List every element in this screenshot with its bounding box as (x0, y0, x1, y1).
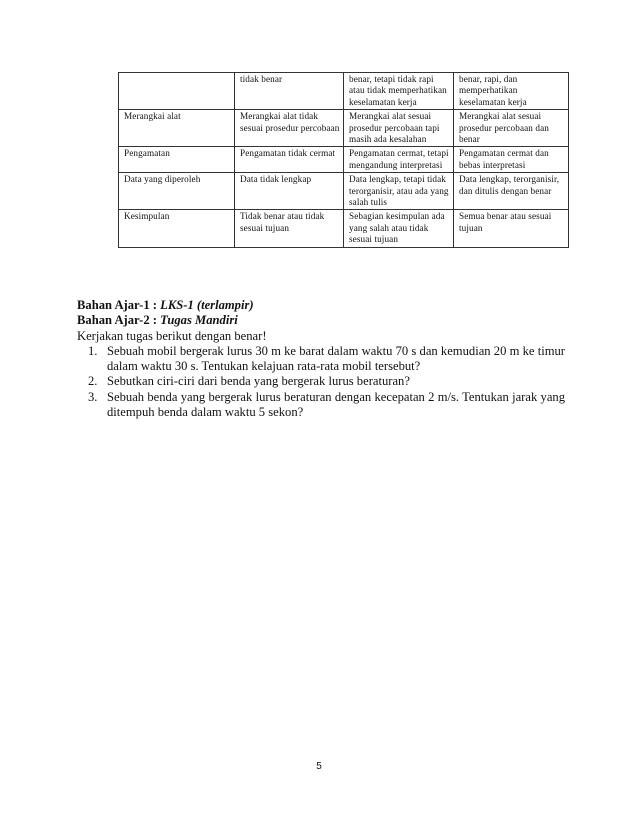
table-cell: Pengamatan (119, 147, 235, 173)
table-cell: Data lengkap, terorganisir, dan ditulis dengan benar (454, 173, 569, 210)
table-cell: Sebagian kesimpulan ada yang salah atau tidak sesuai tujuan (344, 210, 454, 247)
rubric-table (118, 72, 569, 248)
bahan-ajar-2-line (77, 313, 565, 328)
table-cell (119, 73, 235, 110)
table-cell: Kesimpulan (119, 210, 235, 247)
table-cell: Semua benar atau sesuai tujuan (454, 210, 569, 247)
table-cell: Data tidak lengkap (235, 173, 344, 210)
table-cell: Pengamatan cermat, tetapi mengandung interpretasi (344, 147, 454, 173)
table-cell: Tidak benar atau tidak sesuai tujuan (235, 210, 344, 247)
task-number: 2. (88, 374, 98, 389)
table-cell: Merangkai alat sesuai prosedur percobaan tapi masih ada kesalahan (344, 110, 454, 147)
table-cell: Pengamatan cermat dan bebas interpretasi (454, 147, 569, 173)
task-text: Sebutkan ciri-ciri dari benda yang bergerak lurus beraturan? (107, 374, 410, 389)
table-row (119, 147, 569, 173)
table-cell: Merangkai alat sesuai prosedur percobaan dan benar (454, 110, 569, 147)
table-cell: tidak benar (235, 73, 344, 110)
instruction-text: Kerjakan tugas berikut dengan benar! (77, 328, 267, 343)
bahan-ajar-2-label: Bahan Ajar-2 : (77, 313, 161, 328)
page-number: 5 (316, 761, 322, 772)
bahan-ajar-section (77, 298, 565, 420)
task-number: 3. (88, 389, 98, 404)
table-row (119, 173, 569, 210)
task-list (77, 344, 565, 420)
task-text: Sebuah benda yang bergerak lurus beraturan dengan kecepatan 2 m/s. Tentukan jarak yang ditempuh benda dalam waktu 5 sekon? (107, 389, 565, 420)
bahan-ajar-1-value: LKS-1 (terlampir) (160, 298, 254, 312)
table-cell: Pengamatan tidak cermat (235, 147, 344, 173)
bahan-ajar-2-value: Tugas Mandiri (160, 313, 238, 328)
table-row (119, 110, 569, 147)
list-item (77, 344, 565, 375)
bahan-ajar-1-label: Bahan Ajar-1 : (77, 298, 161, 312)
bahan-ajar-1-line (77, 298, 565, 313)
table-cell: benar, rapi, dan memperhatikan keselamatan kerja (454, 73, 569, 110)
table-row (119, 210, 569, 247)
table-row (119, 73, 569, 110)
list-item (77, 374, 565, 389)
table-cell: Data lengkap, tetapi tidak terorganisir, atau ada yang salah tulis (344, 173, 454, 210)
list-item (77, 390, 565, 421)
table-cell: Merangkai alat (119, 110, 235, 147)
table-cell: Merangkai alat tidak sesuai prosedur percobaan (235, 110, 344, 147)
table-cell: benar, tetapi tidak rapi atau tidak memperhatikan keselamatan kerja (344, 73, 454, 110)
task-number: 1. (88, 343, 98, 358)
task-text: Sebuah mobil bergerak lurus 30 m ke barat dalam waktu 70 s dan kemudian 20 m ke timur dalam waktu 30 s. Tentukan kelajuan rata-rata mobil tersebut? (107, 343, 565, 374)
table-cell: Data yang diperoleh (119, 173, 235, 210)
